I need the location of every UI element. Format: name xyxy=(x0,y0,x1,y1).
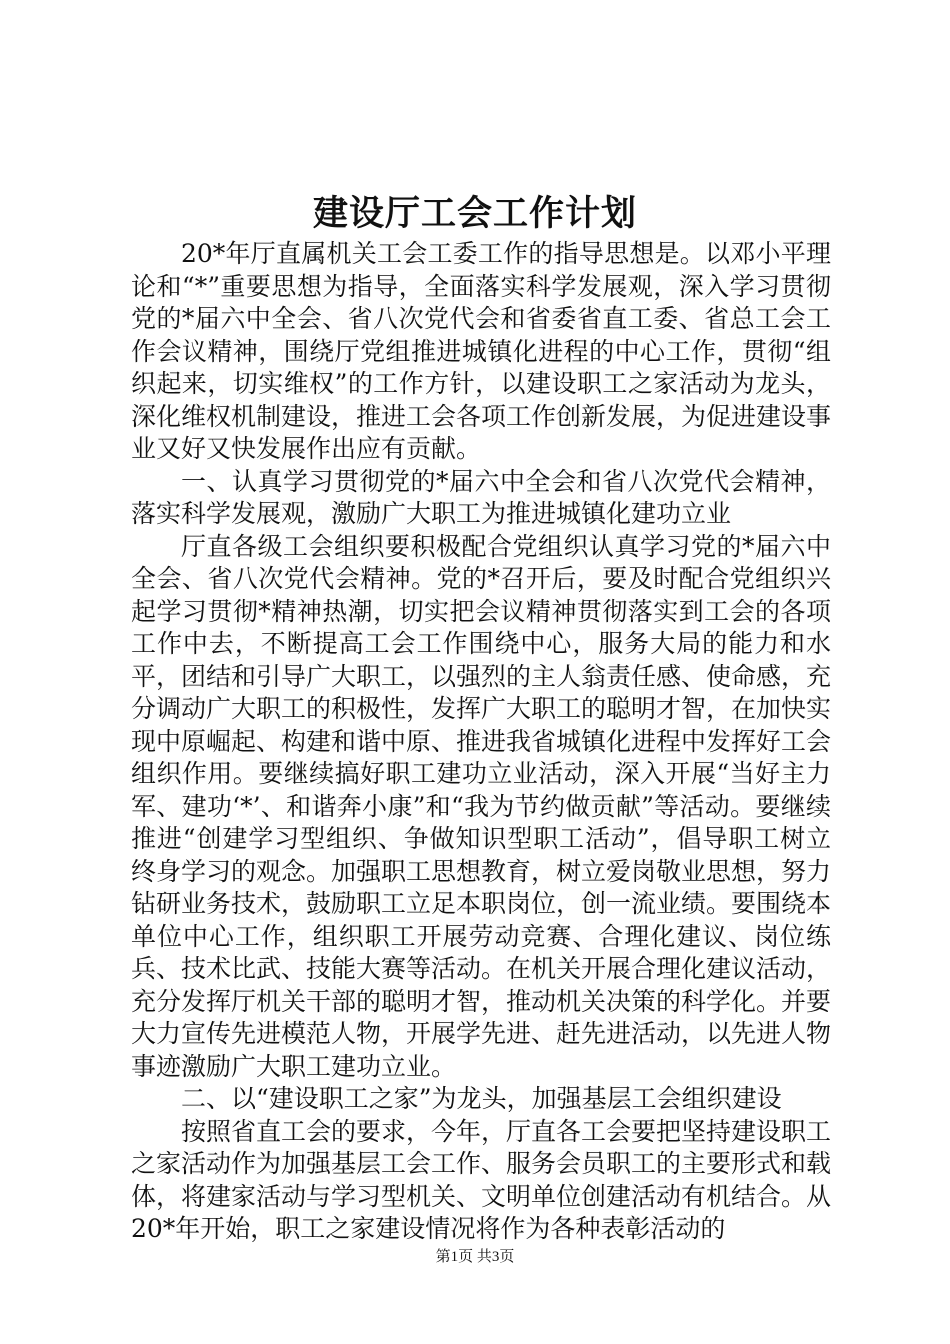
body-paragraph: 厅直各级工会组织要积极配合党组织认真学习党的*届六中全会、省八次党代会精神。党的*召开后，要及时配合党组织兴起学习贯彻*精神热潮，切实把会议精神贯彻落实到工会的各项工作中去，不断提高工会工作围绕中心，服务大局的能力和水平，团结和引导广大职工，以强烈的主人翁责任感、使命感，充分调动广大职工的积极性，发挥广大职工的聪明才智，在加快实现中原崛起、构建和谐中原、推进我省城镇化进程中发挥好工会组织作用。要继续搞好职工建功立业活动，深入开展“当好主力军、建功‘*’、和谐奔小康”和“我为节约做贡献”等活动。要继续推进“创建学习型组织、争做知识型职工活动”，倡导职工树立终身学习的观念。加强职工思想教育，树立爱岗敬业思想，努力钻研业务技术，鼓励职工立足本职岗位，创一流业绩。要围绕本单位中心工作，组织职工开展劳动竞赛、合理化建议、岗位练兵、技术比武、技能大赛等活动。在机关开展合理化建议活动，充分发挥厅机关干部的聪明才智，推动机关决策的科学化。并要大力宣传先进模范人物，开展学先进、赶先进活动，以先进人物事迹激励广大职工建功立业。 xyxy=(131,531,832,1081)
document-body xyxy=(131,238,831,1246)
body-paragraph: 按照省直工会的要求，今年，厅直各工会要把坚持建设职工之家活动作为加强基层工会工作、服务会员职工的主要形式和载体，将建家活动与学习型机关、文明单位创建活动有机结合。从20*年开始，职工之家建设情况将作为各种表彰活动的 xyxy=(131,1116,832,1243)
body-paragraph: 20*年厅直属机关工会工委工作的指导思想是。以邓小平理论和“*”重要思想为指导，全面落实科学发展观，深入学习贯彻党的*届六中全会、省八次党代会和省委省直工委、省总工会工作会议精神，围绕厅党组推进城镇化进程的中心工作，贯彻“组织起来，切实维权”的工作方针，以建设职工之家活动为龙头，深化维权机制建设，推进工会各项工作创新发展，为促进建设事业又好又快发展作出应有贡献。 xyxy=(131,239,832,463)
section-heading-1: 一、认真学习贯彻党的*届六中全会和省八次党代会精神，落实科学发展观，激励广大职工为推进城镇化建功立业 xyxy=(131,466,831,528)
document-title: 建设厅工会工作计划 xyxy=(312,193,637,234)
section-heading-2: 二、以“建设职工之家”为龙头，加强基层工会组织建设 xyxy=(181,1084,782,1113)
page-footer: 第1页 共3页 xyxy=(435,1249,515,1265)
